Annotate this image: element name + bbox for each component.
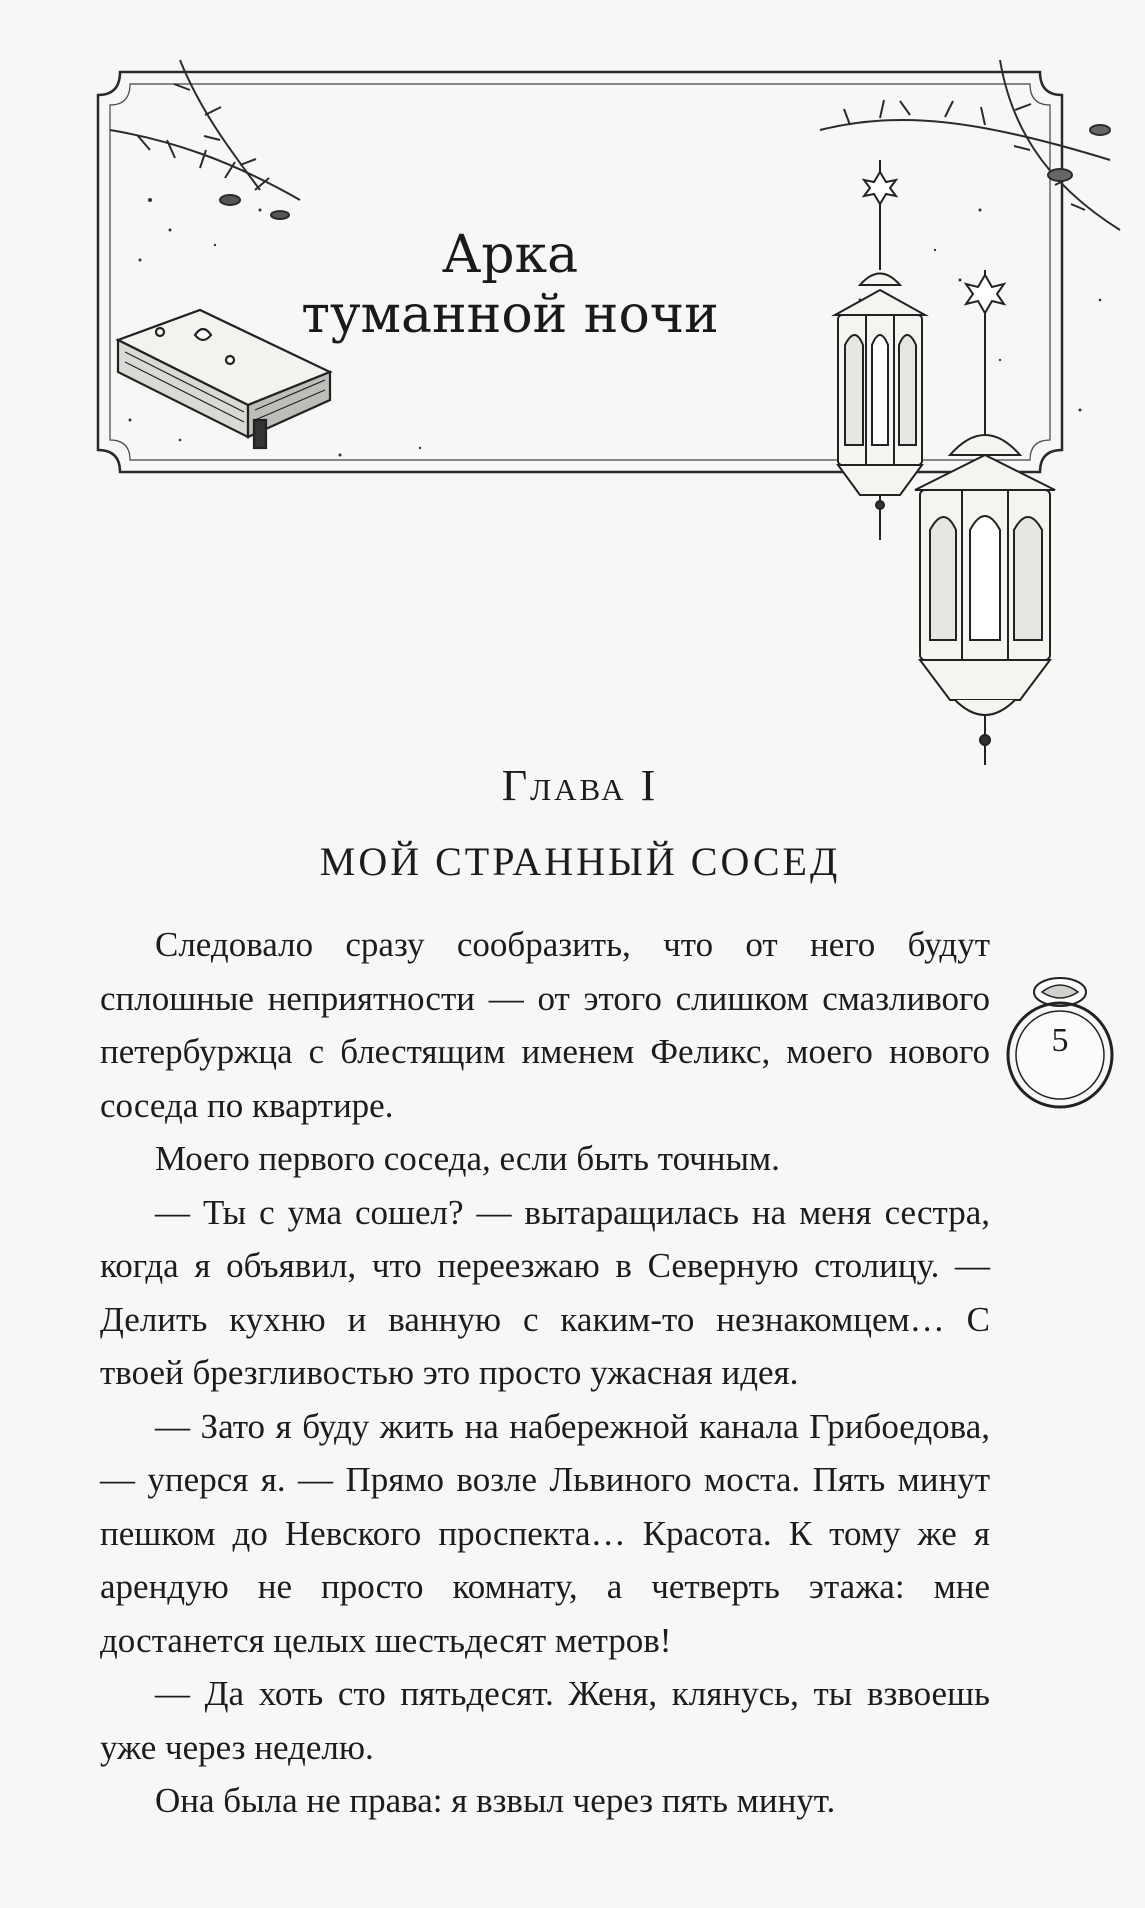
paragraph: Моего первого соседа, если быть точным. bbox=[155, 1139, 780, 1178]
chapter-number: Глава I bbox=[501, 761, 659, 810]
paragraph: Следовало сразу сообразить, что от него будут сплошные неприятности — от этого слишком смазливого петербуржца с блестящим именем Феликс, моего нового соседа по квартире. bbox=[100, 925, 990, 1125]
page-number: 5 bbox=[1051, 1022, 1069, 1059]
arc-title bbox=[300, 225, 720, 345]
branch-illustration bbox=[820, 60, 1120, 230]
paragraph: — Ты с ума сошел? — вытаращилась на меня сестра, когда я объявил, что переезжаю в Северную столицу. — Делить кухню и ванную с каким-то незнакомцем… С твоей брезгливостью это просто ужасная идея. bbox=[100, 1192, 990, 1392]
chapter-header-frame bbox=[0, 0, 1145, 820]
chapter-body bbox=[100, 918, 990, 1828]
arc-title-line-2: туманной ночи bbox=[301, 285, 719, 345]
chapter-title: МОЙ СТРАННЫЙ СОСЕД bbox=[319, 839, 841, 884]
lantern-illustration bbox=[915, 270, 1055, 765]
book-illustration bbox=[118, 310, 330, 448]
paragraph: — Да хоть сто пятьдесят. Женя, клянусь, ты взвоешь уже через неделю. bbox=[100, 1674, 990, 1767]
arc-title-line-1: Арка bbox=[441, 225, 579, 285]
paragraph: Она была не права: я взвыл через пять минут. bbox=[155, 1781, 836, 1820]
lantern-illustration bbox=[835, 160, 925, 540]
paragraph: — Зато я буду жить на набережной канала Грибоедова, — уперся я. — Прямо возле Львиного моста. Пять минут пешком до Невского проспекта… Красота. К тому же я арендую не просто комнату, а четверть этажа: мне достанется целых шестьдесят метров! bbox=[100, 1406, 990, 1660]
